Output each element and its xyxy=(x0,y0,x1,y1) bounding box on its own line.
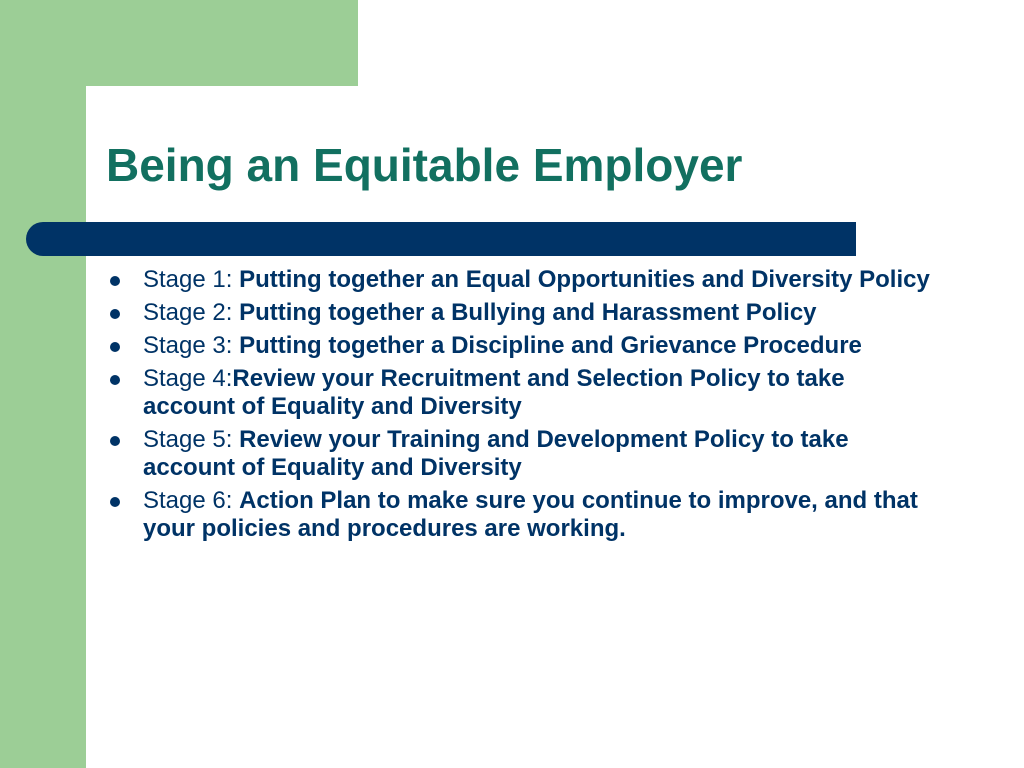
list-item xyxy=(106,487,936,543)
bullet-dot-icon xyxy=(110,309,120,319)
rounded-corner xyxy=(86,86,146,146)
green-top-band xyxy=(0,0,358,86)
stage-description: Action Plan to make sure you continue to improve, and that your policies and procedures are working. xyxy=(143,487,918,542)
stage-list xyxy=(106,266,936,548)
stage-description: Putting together a Bullying and Harassment Policy xyxy=(239,299,817,326)
bullet-dot-icon xyxy=(110,276,120,286)
green-side-band xyxy=(0,0,86,768)
stage-label: Stage 4: xyxy=(143,365,233,392)
stage-label: Stage 1: xyxy=(143,266,240,293)
stage-label: Stage 3: xyxy=(143,332,240,359)
stage-label: Stage 5: xyxy=(143,426,240,453)
title-divider-bar xyxy=(26,222,856,256)
stage-label: Stage 6: xyxy=(143,487,240,514)
list-item xyxy=(106,365,936,421)
list-item xyxy=(106,299,936,327)
stage-description: Review your Recruitment and Selection Policy to take account of Equality and Diversity xyxy=(143,365,845,420)
bullet-dot-icon xyxy=(110,436,120,446)
stage-description: Review your Training and Development Policy to take account of Equality and Diversity xyxy=(143,426,849,481)
stage-label: Stage 2: xyxy=(143,299,240,326)
bullet-dot-icon xyxy=(110,342,120,352)
list-item xyxy=(106,332,936,360)
list-item xyxy=(106,266,936,294)
stage-description: Putting together a Discipline and Grievance Procedure xyxy=(239,332,862,359)
bullet-dot-icon xyxy=(110,375,120,385)
list-item xyxy=(106,426,936,482)
stage-description: Putting together an Equal Opportunities and Diversity Policy xyxy=(239,266,930,293)
slide-title: Being an Equitable Employer xyxy=(106,139,743,191)
bullet-dot-icon xyxy=(110,497,120,507)
